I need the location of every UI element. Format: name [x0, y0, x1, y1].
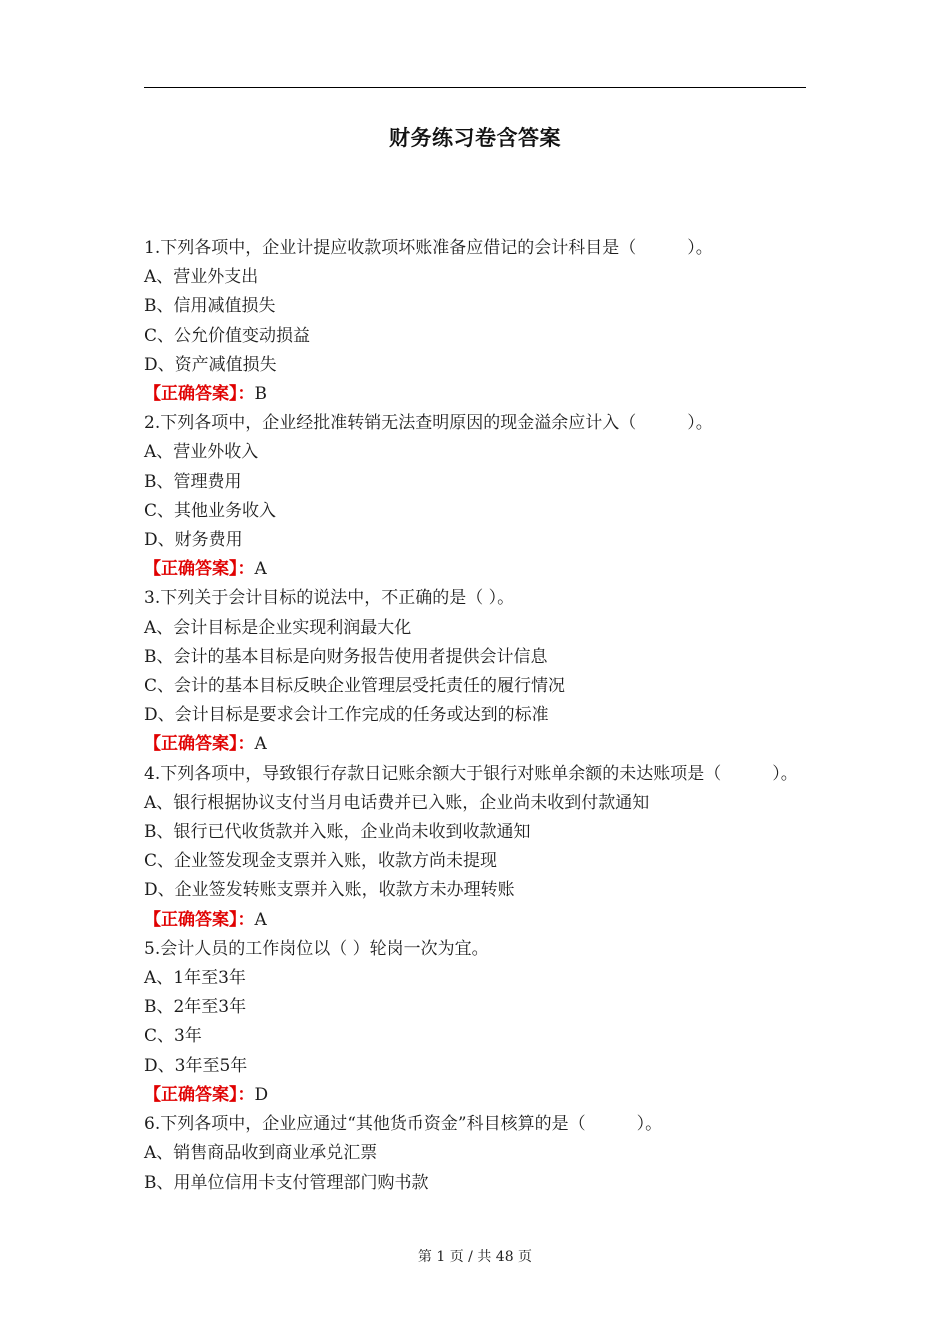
document-title: 财务练习卷含答案	[389, 126, 561, 150]
answer-value: A	[254, 559, 267, 580]
option-c: C、其他业务收入	[144, 500, 277, 521]
answer-line	[144, 730, 806, 759]
answer-label: 【正确答案】：	[144, 384, 255, 405]
option-b: B、信用减值损失	[144, 296, 276, 317]
answer-value: D	[254, 1084, 269, 1105]
answer-line	[144, 380, 806, 409]
option-d: D、企业签发转账支票并入账，收款方未办理转账	[144, 880, 515, 901]
option-c: C、企业签发现金支票并入账，收款方尚未提现	[144, 851, 498, 872]
answer-line	[144, 906, 806, 935]
option-b: B、银行已代收货款并入账，企业尚未收到收款通知	[144, 822, 531, 843]
page-number-footer: 第 1 页 / 共 48 页	[417, 1249, 533, 1265]
answer-value: A	[254, 909, 267, 930]
question-block	[144, 760, 806, 935]
option-a: A、会计目标是企业实现利润最大化	[144, 617, 412, 638]
option-d: D、3年至5年	[144, 1055, 248, 1076]
answer-label: 【正确答案】：	[144, 734, 255, 755]
question-stem: 1.下列各项中，企业计提应收款项坏账准备应借记的会计科目是（ ）。	[144, 238, 713, 258]
question-block	[144, 409, 806, 584]
answer-label: 【正确答案】：	[144, 909, 255, 930]
question-block	[144, 1110, 806, 1198]
question-stem: 2.下列各项中，企业经批准转销无法查明原因的现金溢余应计入（ ）。	[144, 413, 713, 434]
option-b: B、会计的基本目标是向财务报告使用者提供会计信息	[144, 646, 548, 667]
header-rule	[144, 87, 806, 88]
answer-line	[144, 555, 806, 584]
question-block	[144, 584, 806, 759]
option-d: D、资产减值损失	[144, 354, 277, 375]
option-d: D、财务费用	[144, 530, 243, 551]
question-block	[144, 234, 806, 409]
question-block	[144, 935, 806, 1110]
option-a: A、营业外收入	[144, 442, 259, 463]
option-c: C、3年	[144, 1026, 202, 1047]
option-a: A、1年至3年	[144, 968, 246, 989]
question-stem: 4.下列各项中，导致银行存款日记账余额大于银行对账单余额的未达账项是（ ）。	[144, 763, 798, 784]
option-a: A、销售商品收到商业承兑汇票	[144, 1143, 378, 1164]
answer-value: A	[254, 734, 267, 755]
answer-label: 【正确答案】：	[144, 559, 255, 580]
question-stem: 3.下列关于会计目标的说法中，不正确的是（ ）。	[144, 588, 515, 609]
answer-value: B	[254, 384, 267, 405]
question-list	[144, 234, 806, 1198]
answer-label: 【正确答案】：	[144, 1084, 255, 1105]
answer-line	[144, 1081, 806, 1110]
option-c: C、公允价值变动损益	[144, 325, 311, 346]
option-b: B、用单位信用卡支付管理部门购书款	[144, 1172, 429, 1193]
question-stem: 5.会计人员的工作岗位以（ ）轮岗一次为宜。	[144, 938, 489, 959]
option-d: D、会计目标是要求会计工作完成的任务或达到的标准	[144, 705, 549, 726]
option-a: A、银行根据协议支付当月电话费并已入账，企业尚未收到付款通知	[144, 792, 650, 813]
question-stem: 6.下列各项中，企业应通过“其他货币资金”科目核算的是（ ）。	[144, 1114, 663, 1135]
option-b: B、管理费用	[144, 471, 242, 492]
option-a: A、营业外支出	[144, 267, 259, 288]
option-c: C、会计的基本目标反映企业管理层受托责任的履行情况	[144, 676, 566, 697]
option-b: B、2年至3年	[144, 997, 247, 1018]
